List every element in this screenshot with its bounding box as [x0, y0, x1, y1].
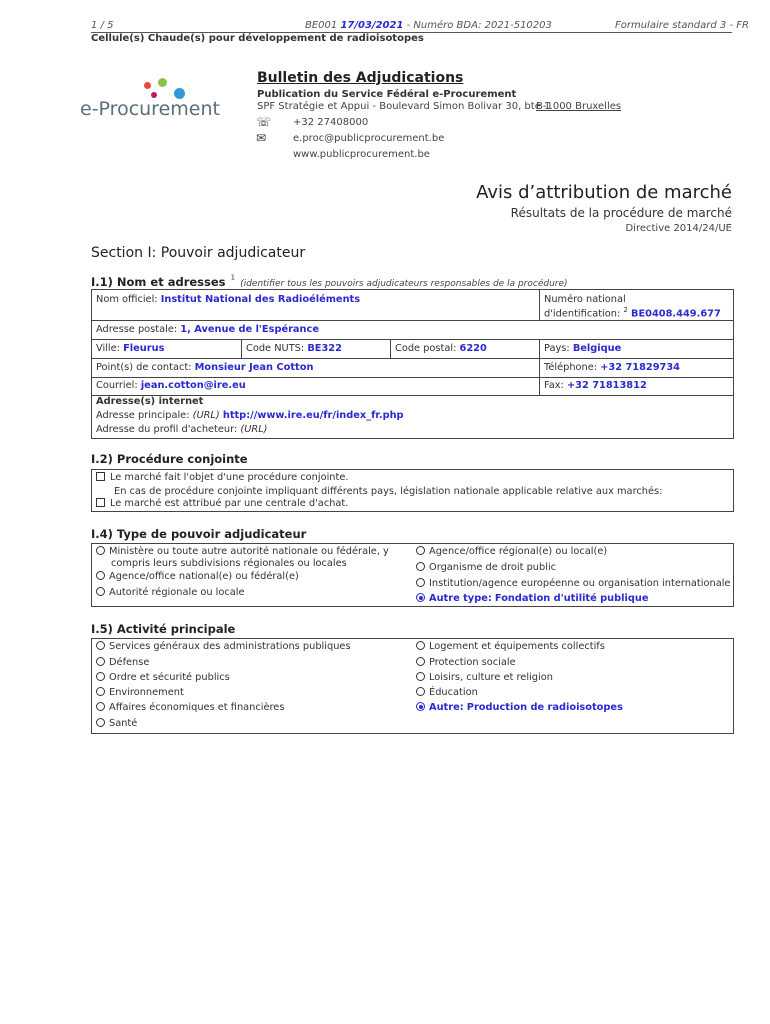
official-name-label: Nom officiel:: [96, 294, 158, 305]
phone-icon: ☏: [256, 115, 272, 129]
authority-national-agency-radio[interactable]: [96, 571, 105, 580]
authority-regional-agency-radio[interactable]: [416, 546, 425, 555]
authority-regional-option[interactable]: [96, 587, 245, 598]
s12-title: I.2) Procédure conjointe: [91, 452, 248, 466]
activity-economic-radio[interactable]: [96, 702, 105, 711]
activity-social-option[interactable]: [416, 657, 516, 668]
publisher-phone: +32 27408000: [293, 117, 369, 128]
authority-other-value: Fondation d'utilité publique: [494, 593, 649, 604]
authority-regional-radio[interactable]: [96, 587, 105, 596]
notice-title: Avis d’attribution de marché: [476, 182, 732, 203]
activity-social-label: Protection sociale: [429, 657, 516, 668]
publisher-city: B-1000 Bruxelles: [536, 101, 622, 112]
fax-row: [544, 380, 647, 391]
e-procurement-logo: [80, 76, 230, 126]
contact-row: [96, 362, 313, 373]
authority-regional-agency-label: Agence/office régional(e) ou local(e): [429, 546, 608, 557]
city-row: [96, 343, 164, 354]
activity-other-option[interactable]: [416, 702, 623, 713]
buyer-profile-row: [96, 424, 268, 435]
postal-address-value: 1, Avenue de l'Espérance: [180, 324, 319, 335]
authority-national-agency-option[interactable]: [96, 571, 299, 582]
city-label: Ville:: [96, 343, 120, 354]
activity-education-option[interactable]: [416, 687, 478, 698]
national-id-value: BE0408.449.677: [631, 308, 721, 320]
phone-value: +32 71829734: [600, 362, 680, 373]
form-type: Formulaire standard 3 - FR: [615, 20, 749, 31]
authority-regional-label: Autorité régionale ou locale: [109, 587, 245, 598]
authority-eu-option[interactable]: [416, 578, 730, 589]
authority-national-agency-label: Agence/office national(e) ou fédéral(e): [109, 571, 299, 582]
activity-other-label: Autre:: [429, 702, 464, 713]
authority-ministry-label: Ministère ou toute autre autorité nationale ou fédérale, y: [109, 546, 389, 557]
s15-title: I.5) Activité principale: [91, 622, 236, 636]
activity-health-option[interactable]: [96, 718, 137, 729]
fax-value: +32 71813812: [566, 380, 647, 391]
notice-subtitle: Résultats de la procédure de marché: [510, 206, 732, 220]
publisher-org: Publication du Service Fédéral e-Procurement: [257, 89, 517, 100]
activity-education-label: Éducation: [429, 687, 478, 698]
publisher-address: SPF Stratégie et Appui - Boulevard Simon Bolivar 30, bte 1: [257, 101, 551, 112]
activity-economic-label: Affaires économiques et financières: [109, 702, 285, 713]
joint-procedure-checkbox[interactable]: [96, 472, 105, 481]
activity-environment-label: Environnement: [109, 687, 184, 698]
authority-ministry-option[interactable]: [96, 546, 389, 557]
main-address-url-tag: (URL): [192, 410, 220, 421]
national-id-label-2: d'identification:: [544, 308, 621, 320]
authority-public-law-label: Organisme de droit public: [429, 562, 557, 573]
city-value: Fleurus: [123, 343, 165, 354]
phone-row: [544, 362, 680, 373]
email-row: [96, 380, 246, 391]
central-purchasing-option[interactable]: [96, 498, 348, 509]
form-date: 17/03/2021: [340, 20, 404, 31]
activity-environment-radio[interactable]: [96, 687, 105, 696]
activity-security-option[interactable]: [96, 672, 230, 683]
main-address-value[interactable]: http://www.ire.eu/fr/index_fr.php: [222, 410, 404, 421]
form-ref-prefix: BE001: [305, 20, 338, 31]
email-value[interactable]: jean.cotton@ire.eu: [140, 380, 246, 391]
main-activity-box: [91, 638, 734, 734]
activity-education-radio[interactable]: [416, 687, 425, 696]
authority-public-law-option[interactable]: [416, 562, 556, 573]
country-row: [544, 343, 621, 354]
country-value: Belgique: [572, 343, 622, 354]
postal-address-label: Adresse postale:: [96, 324, 178, 335]
authority-ministry-cont: compris leurs subdivisions régionales ou locales: [111, 558, 347, 569]
activity-general-label: Services généraux des administrations publiques: [109, 641, 351, 652]
envelope-icon: ✉: [256, 131, 267, 145]
activity-leisure-radio[interactable]: [416, 672, 425, 681]
notice-directive: Directive 2014/24/UE: [625, 223, 732, 234]
authority-other-label: Autre type:: [429, 593, 492, 604]
country-label: Pays:: [544, 343, 570, 354]
email-label: Courriel:: [96, 380, 138, 391]
buyer-profile-url-tag: (URL): [240, 424, 268, 435]
activity-other-value: Production de radioisotopes: [466, 702, 623, 713]
joint-procedure-option[interactable]: [96, 472, 349, 483]
s11-footnote: 1: [230, 273, 236, 282]
postal-code-label: Code postal:: [395, 343, 457, 354]
activity-general-radio[interactable]: [96, 641, 105, 650]
national-id-row: [544, 306, 721, 319]
s11-heading: [91, 271, 568, 290]
activity-defense-option[interactable]: [96, 657, 149, 668]
activity-health-label: Santé: [109, 718, 138, 729]
activity-housing-label: Logement et équipements collectifs: [429, 641, 605, 652]
central-purchasing-label: Le marché est attribué par une centrale d'achat.: [110, 498, 349, 509]
nuts-value: BE322: [307, 343, 342, 354]
joint-procedure-note: En cas de procédure conjointe impliquant différents pays, législation nationale applicable relative aux marchés:: [114, 486, 663, 497]
central-purchasing-checkbox[interactable]: [96, 498, 105, 507]
activity-economic-option[interactable]: [96, 702, 284, 713]
activity-defense-label: Défense: [109, 657, 150, 668]
contact-value: Monsieur Jean Cotton: [194, 362, 314, 373]
postal-address-row: [96, 324, 319, 335]
form-ref-suffix: - Numéro BDA: 2021-510203: [403, 20, 552, 31]
publisher-email[interactable]: e.proc@publicprocurement.be: [293, 133, 445, 144]
activity-security-radio[interactable]: [96, 672, 105, 681]
s11-note: (identifier tous les pouvoirs adjudicateurs responsables de la procédure): [240, 279, 568, 289]
main-address-row: [96, 410, 404, 421]
authority-regional-agency-option[interactable]: [416, 546, 607, 557]
national-id-footnote: 2: [623, 306, 628, 314]
nuts-label: Code NUTS:: [246, 343, 305, 354]
nuts-row: [246, 343, 342, 354]
contact-label: Point(s) de contact:: [96, 362, 192, 373]
joint-procedure-label: Le marché fait l'objet d'une procédure conjointe.: [110, 472, 349, 483]
activity-housing-radio[interactable]: [416, 641, 425, 650]
fax-label: Fax:: [544, 380, 564, 391]
internet-label: Adresse(s) internet: [96, 396, 204, 407]
official-name-value: Institut National des Radioéléments: [160, 294, 361, 305]
bulletin-title: Bulletin des Adjudications: [257, 70, 464, 86]
phone-label: Téléphone:: [544, 362, 598, 373]
activity-other-radio[interactable]: [416, 702, 425, 711]
official-name-row: [96, 294, 360, 305]
activity-health-radio[interactable]: [96, 718, 105, 727]
logo-text: e-Procurement: [80, 98, 220, 120]
buyer-profile-label: Adresse du profil d'acheteur:: [96, 424, 238, 435]
authority-eu-label: Institution/agence européenne ou organisation internationale: [429, 578, 731, 589]
activity-general-option[interactable]: [96, 641, 351, 652]
authority-eu-radio[interactable]: [416, 578, 425, 587]
page-number: 1 / 5: [91, 20, 114, 31]
activity-security-label: Ordre et sécurité publics: [109, 672, 230, 683]
activity-leisure-label: Loisirs, culture et religion: [429, 672, 553, 683]
authority-public-law-radio[interactable]: [416, 562, 425, 571]
authority-other-radio[interactable]: [416, 593, 425, 602]
postal-code-value: 6220: [459, 343, 487, 354]
activity-defense-radio[interactable]: [96, 657, 105, 666]
activity-social-radio[interactable]: [416, 657, 425, 666]
activity-housing-option[interactable]: [416, 641, 605, 652]
header-subtitle: Cellule(s) Chaude(s) pour développement de radioisotopes: [91, 33, 424, 44]
postal-code-row: [395, 343, 487, 354]
activity-leisure-option[interactable]: [416, 672, 553, 683]
authority-ministry-radio[interactable]: [96, 546, 105, 555]
main-address-label: Adresse principale:: [96, 410, 190, 421]
national-id-label-1: Numéro national: [544, 294, 626, 305]
publisher-website[interactable]: www.publicprocurement.be: [293, 149, 430, 160]
s14-title: I.4) Type de pouvoir adjudicateur: [91, 527, 307, 541]
authority-other-option[interactable]: [416, 593, 649, 604]
activity-environment-option[interactable]: [96, 687, 184, 698]
s11-title: I.1) Nom et adresses: [91, 275, 226, 289]
section-title: Section I: Pouvoir adjudicateur: [91, 245, 306, 261]
form-reference: [305, 20, 552, 31]
